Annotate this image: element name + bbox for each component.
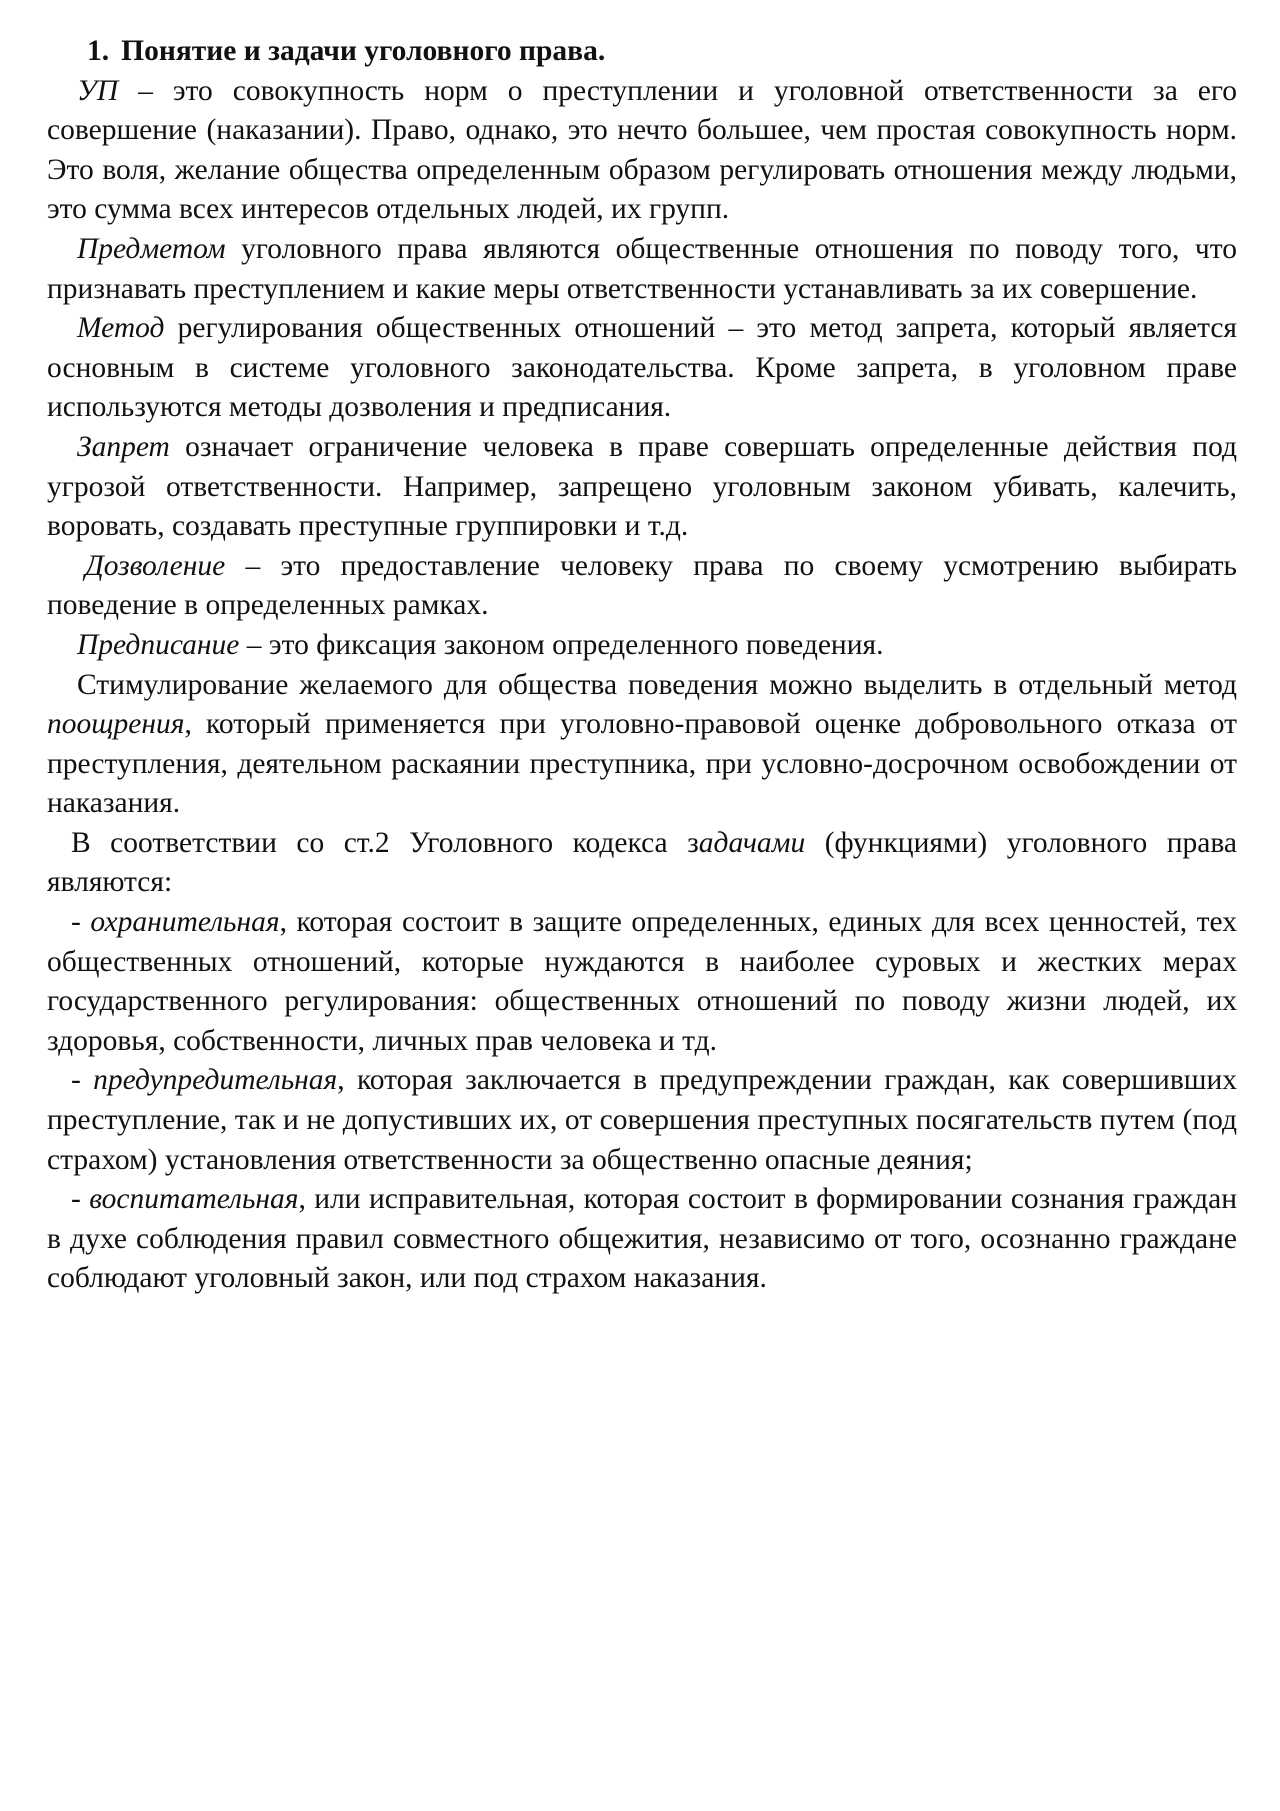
term-educational: воспитательная (89, 1183, 299, 1216)
term-protective: охранительная (90, 906, 280, 939)
paragraph-subject: Предметом уголовного права являются общественные отношения по поводу того, что признавать преступлением и какие меры ответственности устанавливать за их совершение. (47, 232, 1237, 305)
paragraph-method: Метод регулирования общественных отношений – это метод запрета, который является основным в системе уголовного законодательства. Кроме запрета, в уголовном праве используются методы дозволения и предписания. (47, 312, 1237, 424)
paragraph-tasks: В соответствии со ст.2 Уголовного кодекса задачами (функциями) уголовного права являются: (47, 826, 1237, 899)
term-encouragement: поощрения (47, 708, 185, 741)
paragraph-prescription: Предписание – это фиксация законом определенного поведения. (77, 628, 884, 661)
term-preventive: предупредительная (93, 1064, 338, 1097)
list-item-protective: - охранительная, которая состоит в защите определенных, единых для всех ценностей, тех общественных отношений, которые нуждаются в наиболее суровых и жестких мерах государственного регулирования: общественных отношений по поводу жизни людей, их здоровья, собственности, личных прав человека и тд. (47, 906, 1237, 1057)
section-title: Понятие и задачи уголовного права. (121, 35, 606, 67)
term-permission: Дозволение (85, 549, 226, 582)
paragraph-encouragement: Стимулирование желаемого для общества поведения можно выделить в отдельный метод поощрения, который применяется при уголовно-правовой оценке добровольного отказа от преступления, деятельном раскаянии преступника, при условно-досрочном освобождении от наказания. (47, 668, 1237, 820)
list-item-educational: - воспитательная, или исправительная, которая состоит в формировании сознания граждан в духе соблюдения правил совместного общежития, независимо от того, осознанно граждане соблюдают уголовный закон, или под страхом наказания. (47, 1183, 1237, 1295)
term-tasks: адачами (698, 826, 806, 859)
term-prescription: Предписание (77, 628, 240, 661)
paragraph-prohibition: Запрет означает ограничение человека в праве совершать определенные действия под угрозой ответственности. Например, запрещено уголовным законом убивать, калечить, воровать, создавать преступные группировки и т.д. (47, 430, 1237, 543)
paragraph-definition: УП – это совокупность норм о преступлении и уголовной ответственности за его совершение (наказании). Право, однако, это нечто большее, чем простая совокупность норм. Это воля, желание общества определенным образом регулировать отношения между людьми, это сумма всех интересов отдельных людей, их групп. (47, 74, 1237, 226)
term-up: УП (77, 74, 119, 107)
section-number: 1. (87, 35, 110, 67)
document-page (47, 32, 1237, 1299)
paragraph-permission: Дозволение – это предоставление человеку права по своему усмотрению выбирать поведение в определенных рамках. (47, 549, 1237, 622)
section-heading (47, 32, 1237, 72)
term-prohibition: Запрет (77, 430, 170, 463)
term-method: Метод (77, 312, 165, 345)
list-item-preventive: - предупредительная, которая заключается в предупреждении граждан, как совершивших преступление, так и не допустивших их, от совершения преступных посягательств путем (под страхом) установления ответственности за общественно опасные деяния; (47, 1064, 1237, 1176)
term-subject: Предметом (77, 232, 226, 265)
